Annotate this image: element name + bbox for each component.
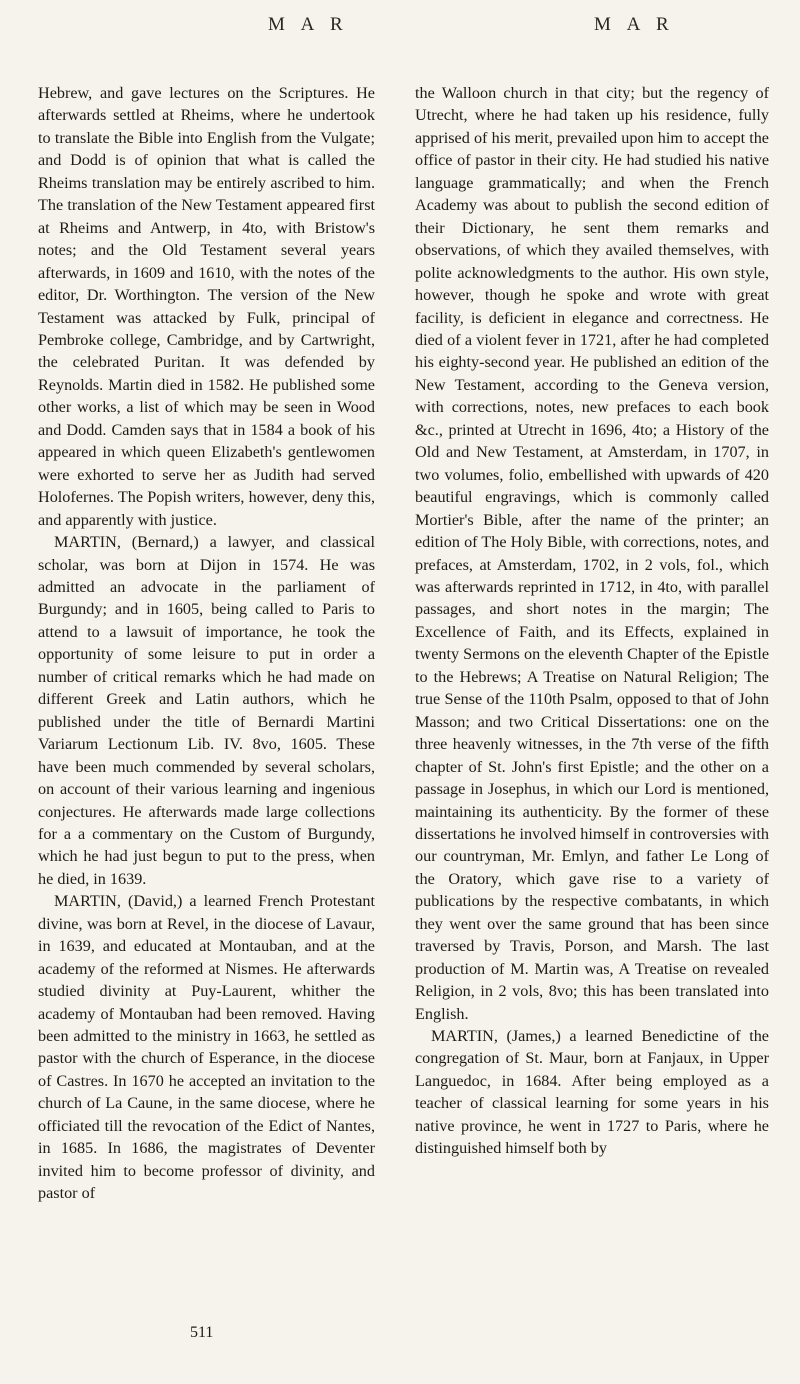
entry-continuation-martin-david: the Walloon church in that city; but the regency of Utrecht, where he had taken up his residence, fully apprised of his merit, prevailed upon him to accept the office of pastor in their city. He had studied his native language grammatically; and when the French Academy was about to publish the second edition of their Dictionary, he sent them remarks and observations, of which they availed themselves, with polite acknowledgments to the author. His own style, however, though he spoke and wrote with great facility, is deficient in elegance and correctness. He died of a violent fever in 1721, after he had completed his eighty-second year. He published an edition of the New Testament, according to the Geneva version, with corrections, notes, new prefaces to each book &c., printed at Utrecht in 1696, 4to; a History of the Old and New Testament, at Amsterdam, in 1707, in two volumes, folio, embellished with upwards of 420 beautiful engravings, which is commonly called Mortier's Bible, after the name of the printer; an edition of The Holy Bible, with corrections, notes, and prefaces, at Amsterdam, 1702, in 2 vols, fol., which was afterwards reprinted in 1712, in 4to, with parallel passages, and short notes in the margin; The Excellence of Faith, and its Effects, explained in twenty Sermons on the eleventh Chapter of the Epistle to the Hebrews; A Treatise on Natural Religion; The true Sense of the 110th Psalm, opposed to that of John Masson; and two Critical Dissertations: one on the three heavenly witnesses, in the 7th verse of the fifth chapter of St. John's first Epistle; and the other on a passage in Josephus, in which our Lord is mentioned, maintaining its authenticity. By the former of these dissertations he involved himself in controversies with our countryman, Mr. Emlyn, and father Le Long of the Oratory, which gave rise to a variety of publications by the respective combatants, in which they went over the same ground that has been since traversed by Travis, Porson, and Marsh. The last production of M. Martin was, A Treatise on revealed Religion, in 2 vols, 8vo; this has been translated into English. — [415, 84, 769, 1023]
left-column — [38, 82, 375, 1205]
entry-continuation-martin-gregory: Hebrew, and gave lectures on the Scriptures. He afterwards settled at Rheims, where he undertook to translate the Bible into English from the Vulgate; and Dodd is of opinion that what is called the Rheims translation may be entirely ascribed to him. The translation of the New Testament appeared first at Rheims and Antwerp, in 4to, with Bristow's notes; and the Old Testament several years afterwards, in 1609 and 1610, with the notes of the editor, Dr. Worthington. The version of the New Testament was attacked by Fulk, principal of Pembroke college, Cambridge, and by Cartwright, the celebrated Puritan. It was defended by Reynolds. Martin died in 1582. He published some other works, a list of which may be seen in Wood and Dodd. Camden says that in 1584 a book of his appeared in which queen Elizabeth's gentlewomen were exhorted to serve her as Judith had served Holofernes. The Popish writers, however, deny this, and apparently with justice. — [38, 84, 375, 529]
entry-martin-david: MARTIN, (David,) a learned French Protestant divine, was born at Revel, in the diocese of Lavaur, in 1639, and educated at Montauban, and at the academy of the reformed at Nismes. He afterwards studied divinity at Puy-Laurent, whither the academy of Montauban had been removed. Having been admitted to the ministry in 1663, he settled as pastor with the church of Esperance, in the diocese of Castres. In 1670 he accepted an invitation to the church of La Caune, in the same diocese, where he officiated till the revocation of the Edict of Nantes, in 1685. In 1686, the magistrates of Deventer invited him to become professor of divinity, and pastor of — [38, 892, 375, 1203]
entry-martin-james: MARTIN, (James,) a learned Benedictine of the congregation of St. Maur, born at Fanjaux, in Upper Languedoc, in 1684. After being employed as a teacher of classical learning for some years in his native province, he went in 1727 to Paris, where he distinguished himself both by — [415, 1027, 769, 1158]
right-column — [415, 82, 769, 1160]
page-number: 511 — [190, 1324, 214, 1341]
entry-martin-bernard: MARTIN, (Bernard,) a lawyer, and classical scholar, was born at Dijon in 1574. He was admitted an advocate in the parliament of Burgundy; and in 1605, being called to Paris to attend to a lawsuit of importance, he took the opportunity of some leisure to put in order a number of critical remarks which he had made on different Greek and Latin authors, which he published under the title of Bernardi Martini Variarum Lectionum Lib. IV. 8vo, 1605. These have been much commended by several scholars, on account of their various learning and ingenious conjectures. He afterwards made large collections for a a commentary on the Custom of Burgundy, which he had just begun to put to the press, when he died, in 1639. — [38, 533, 375, 888]
running-head-right: M A R — [594, 14, 675, 35]
running-head-left: M A R — [268, 14, 349, 35]
